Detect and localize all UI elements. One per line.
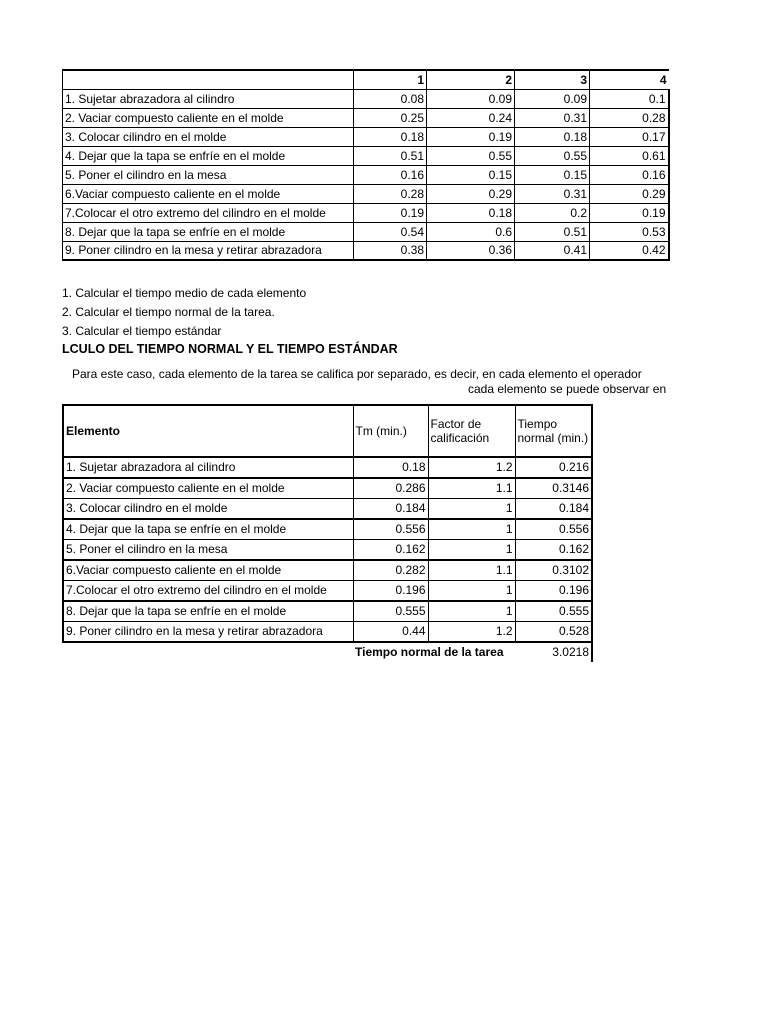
total-blank-cell (63, 642, 353, 662)
times-header-cell: 4 (590, 70, 669, 89)
element-cell: 8. Dejar que la tapa se enfríe en el molde (63, 601, 353, 622)
time-cell: 0.17 (590, 127, 669, 146)
header-tiempo-normal: Tiempo normal (min.) (515, 405, 592, 457)
total-value: 3.0218 (515, 642, 592, 662)
tn-cell: 0.196 (515, 580, 592, 601)
time-cell: 0.15 (427, 165, 515, 184)
table-row (63, 89, 669, 108)
times-header-cell: 3 (515, 70, 590, 89)
element-cell: 1. Sujetar abrazadora al cilindro (63, 89, 354, 108)
tn-cell: 0.162 (515, 539, 592, 560)
tn-cell: 0.3102 (515, 560, 592, 581)
element-cell: 3. Colocar cilindro en el molde (63, 127, 354, 146)
time-cell: 0.08 (354, 89, 427, 108)
time-cell: 0.25 (354, 108, 427, 127)
times-table-header (63, 70, 669, 89)
time-cell: 0.36 (427, 241, 515, 260)
header-tm: Tm (min.) (353, 405, 428, 457)
time-cell: 0.29 (427, 184, 515, 203)
tn-cell: 0.216 (515, 457, 592, 478)
time-cell: 0.42 (590, 241, 669, 260)
factor-cell: 1 (428, 519, 515, 540)
time-cell: 0.18 (515, 127, 590, 146)
time-cell: 0.16 (354, 165, 427, 184)
time-cell: 0.55 (427, 146, 515, 165)
element-cell: 7.Colocar el otro extremo del cilindro en el molde (63, 203, 354, 222)
tm-cell: 0.18 (353, 457, 428, 478)
element-cell: 9. Poner cilindro en la mesa y retirar abrazadora (63, 241, 354, 260)
table-row (63, 621, 592, 642)
factor-cell: 1 (428, 498, 515, 519)
time-cell: 0.19 (590, 203, 669, 222)
element-cell: 5. Poner el cilindro en la mesa (63, 539, 353, 560)
tm-cell: 0.555 (353, 601, 428, 622)
table-row (63, 519, 592, 540)
table-row (63, 165, 669, 184)
time-cell: 0.15 (515, 165, 590, 184)
time-cell: 0.09 (427, 89, 515, 108)
question-item: 3. Calcular el tiempo estándar (62, 324, 222, 338)
tn-cell: 0.555 (515, 601, 592, 622)
table-row (63, 184, 669, 203)
total-row (63, 642, 592, 662)
time-cell: 0.24 (427, 108, 515, 127)
tm-cell: 0.286 (353, 478, 428, 499)
factor-cell: 1.1 (428, 478, 515, 499)
tn-cell: 0.3146 (515, 478, 592, 499)
element-cell: 6.Vaciar compuesto caliente en el molde (63, 184, 354, 203)
element-cell: 7.Colocar el otro extremo del cilindro en el molde (63, 580, 353, 601)
element-cell: 3. Colocar cilindro en el molde (63, 498, 353, 519)
factor-cell: 1.2 (428, 621, 515, 642)
time-cell: 0.16 (590, 165, 669, 184)
factor-cell: 1 (428, 539, 515, 560)
tm-cell: 0.162 (353, 539, 428, 560)
time-cell: 0.51 (515, 222, 590, 241)
tn-cell: 0.528 (515, 621, 592, 642)
times-header-cell (63, 70, 354, 89)
element-cell: 8. Dejar que la tapa se enfríe en el molde (63, 222, 354, 241)
factor-cell: 1.2 (428, 457, 515, 478)
time-cell: 0.1 (590, 89, 669, 108)
table-row (63, 498, 592, 519)
question-item: 1. Calcular el tiempo medio de cada elemento (62, 286, 307, 300)
time-cell: 0.51 (354, 146, 427, 165)
tn-cell: 0.556 (515, 519, 592, 540)
time-cell: 0.2 (515, 203, 590, 222)
time-cell: 0.09 (515, 89, 590, 108)
tn-cell: 0.184 (515, 498, 592, 519)
table-row (63, 127, 669, 146)
table-row (63, 478, 592, 499)
time-cell: 0.18 (427, 203, 515, 222)
tm-cell: 0.44 (353, 621, 428, 642)
time-cell: 0.28 (354, 184, 427, 203)
time-cell: 0.38 (354, 241, 427, 260)
time-cell: 0.61 (590, 146, 669, 165)
paragraph-line: cada elemento se puede observar en (468, 382, 667, 396)
times-header-cell: 1 (354, 70, 427, 89)
factor-cell: 1 (428, 580, 515, 601)
time-cell: 0.31 (515, 108, 590, 127)
element-cell: 9. Poner cilindro en la mesa y retirar abrazadora (63, 621, 353, 642)
table-row (63, 580, 592, 601)
time-cell: 0.41 (515, 241, 590, 260)
factor-cell: 1.1 (428, 560, 515, 581)
table-row (63, 241, 669, 260)
element-cell: 5. Poner el cilindro en la mesa (63, 165, 354, 184)
time-cell: 0.54 (354, 222, 427, 241)
table-row (63, 560, 592, 581)
questions-list (62, 284, 306, 341)
paragraph-line: Para este caso, cada elemento de la tarea se califica por separado, es decir, en cada elemento el operador (72, 367, 642, 381)
table-row (63, 108, 669, 127)
table-row (63, 146, 669, 165)
element-cell: 4. Dejar que la tapa se enfríe en el molde (63, 146, 354, 165)
question-item: 2. Calcular el tiempo normal de la tarea. (62, 305, 275, 319)
time-cell: 0.53 (590, 222, 669, 241)
element-cell: 2. Vaciar compuesto caliente en el molde (63, 108, 354, 127)
tm-cell: 0.282 (353, 560, 428, 581)
element-cell: 6.Vaciar compuesto caliente en el molde (63, 560, 353, 581)
observed-times-table (62, 69, 670, 261)
table-row (63, 222, 669, 241)
time-cell: 0.18 (354, 127, 427, 146)
header-elemento: Elemento (63, 405, 353, 457)
time-cell: 0.6 (427, 222, 515, 241)
header-factor: Factor de calificación (428, 405, 515, 457)
element-cell: 1. Sujetar abrazadora al cilindro (63, 457, 353, 478)
tm-cell: 0.556 (353, 519, 428, 540)
element-cell: 4. Dejar que la tapa se enfríe en el molde (63, 519, 353, 540)
time-cell: 0.55 (515, 146, 590, 165)
table-row (63, 457, 592, 478)
time-cell: 0.29 (590, 184, 669, 203)
time-cell: 0.28 (590, 108, 669, 127)
time-cell: 0.19 (427, 127, 515, 146)
element-cell: 2. Vaciar compuesto caliente en el molde (63, 478, 353, 499)
tm-cell: 0.196 (353, 580, 428, 601)
time-cell: 0.19 (354, 203, 427, 222)
time-cell: 0.31 (515, 184, 590, 203)
table-row (63, 601, 592, 622)
times-header-cell: 2 (427, 70, 515, 89)
section-title: LCULO DEL TIEMPO NORMAL Y EL TIEMPO ESTÁNDAR (62, 342, 398, 356)
total-label: Tiempo normal de la tarea (355, 645, 504, 659)
tm-cell: 0.184 (353, 498, 428, 519)
table-row (63, 203, 669, 222)
normal-table-header (63, 405, 592, 457)
normal-time-table (62, 404, 593, 662)
table-row (63, 539, 592, 560)
factor-cell: 1 (428, 601, 515, 622)
